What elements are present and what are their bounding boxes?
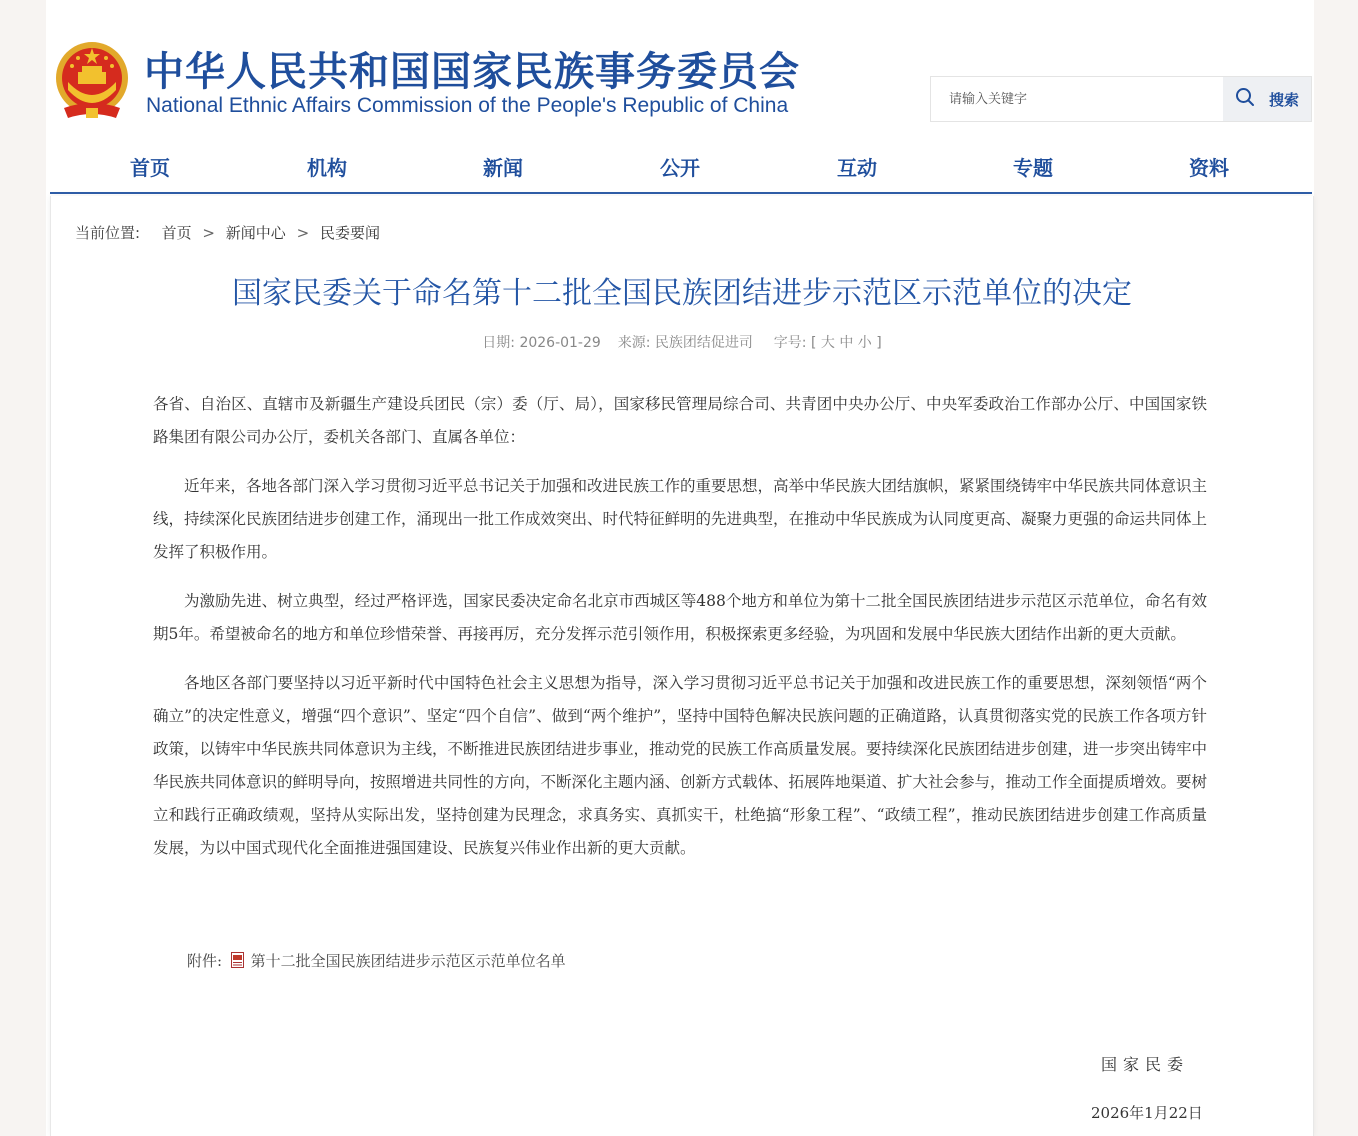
article-paragraph: 近年来，各地各部门深入学习贯彻习近平总书记关于加强和改进民族工作的重要思想，高举中华民族大团结旗帜，紧紧围绕铸牢中华民族共同体意识主线，持续深化民族团结进步创建工作，涌现出一批工作成效突出、时代特征鲜明的先进典型，在推动中华民族成为认同度更高、凝聚力更强的命运共同体上发挥了积极作用。 [153,477,1208,561]
attachment-label: 附件: [187,952,223,970]
breadcrumb-separator: > [296,224,310,242]
nav-item-organization[interactable]: 机构 [307,156,347,180]
main-nav [50,142,1312,194]
breadcrumb-commission-news[interactable]: 民委要闻 [319,224,380,242]
fontsize-large-button[interactable]: 大 [820,335,835,351]
fontsize-bracket: ] [876,335,882,351]
nav-item-news[interactable]: 新闻 [483,156,523,180]
article-source: 民族团结促进司 [654,335,753,351]
article-panel [50,196,1314,1136]
pdf-icon [231,952,244,968]
fontsize-small-button[interactable]: 小 [857,335,872,351]
nav-item-topics[interactable]: 专题 [1013,156,1053,180]
signature: 国家民委 [1101,1055,1190,1074]
site-title: 中华人民共和国国家民族事务委员会 [144,49,800,95]
nav-item-interaction[interactable]: 互动 [837,156,877,180]
nav-item-home[interactable]: 首页 [130,156,170,180]
fontsize-medium-button[interactable]: 中 [839,335,854,351]
search-input[interactable] [931,77,1221,121]
breadcrumb [75,222,380,243]
breadcrumb-label: 当前位置: [75,224,141,242]
search-button[interactable] [1223,77,1311,121]
national-emblem-icon [54,38,130,122]
search-icon [1235,87,1255,111]
site-subtitle: National Ethnic Affairs Commission of the People's Republic of China [146,94,789,117]
attachment-link[interactable]: 第十二批全国民族团结进步示范区示范单位名单 [250,952,566,970]
breadcrumb-separator: > [202,224,215,242]
article-paragraph: 为激励先进、树立典型，经过严格评选，国家民委决定命名北京市西城区等488个地方和单位为第十二批全国民族团结进步示范区示范单位，命名有效期5年。希望被命名的地方和单位珍惜荣誉、再接再厉，充分发挥示范引领作用，积极探索更多经验，为巩固和发展中华民族大团结作出新的更大贡献。 [153,592,1207,643]
fontsize-bracket: [ [810,335,817,351]
page [46,0,1314,1136]
attachment [187,950,566,971]
breadcrumb-news-center[interactable]: 新闻中心 [225,224,286,242]
search-box [930,76,1312,122]
article-meta [51,332,1313,352]
article-title: 国家民委关于命名第十二批全国民族团结进步示范区示范单位的决定 [232,276,1132,311]
signature-date: 2026年1月22日 [1091,1104,1203,1122]
article-body [153,388,1207,881]
article-paragraph: 各省、自治区、直辖市及新疆生产建设兵团民（宗）委（厅、局），国家移民管理局综合司、共青团中央办公厅、中央军委政治工作部办公厅、中国国家铁路集团有限公司办公厅，委机关各部门、直属各单位： [153,395,1207,446]
source-label: 来源: [617,335,651,351]
article-paragraph: 各地区各部门要坚持以习近平新时代中国特色社会主义思想为指导，深入学习贯彻习近平总书记关于加强和改进民族工作的重要思想，深刻领悟“两个确立”的决定性意义，增强“四个意识”、坚定“四个自信”、做到“两个维护”，坚持中国特色解决民族问题的正确道路，认真贯彻落实党的民族工作各项方针政策，以铸牢中华民族共同体意识为主线，不断推进民族团结进步事业，推动党的民族工作高质量发展。要持续深化民族团结进步创建，进一步突出铸牢中华民族共同体意识的鲜明导向，按照增进共同性的方向，不断深化主题内涵、创新方式载体、拓展阵地渠道、扩大社会参与，推动工作全面提质增效。要树立和践行正确政绩观，坚持从实际出发，坚持创建为民理念，求真务实、真抓实干，杜绝搞“形象工程”、“政绩工程”，推动民族团结进步创建工作高质量发展，为以中国式现代化全面推进强国建设、民族复兴伟业作出新的更大贡献。 [153,674,1208,857]
fontsize-label: 字号: [773,335,807,351]
date-label: 日期: [482,335,515,351]
breadcrumb-home[interactable]: 首页 [161,224,192,242]
nav-item-public[interactable]: 公开 [660,156,700,180]
nav-item-resources[interactable]: 资料 [1189,156,1229,180]
article-date: 2026-01-29 [519,335,601,351]
search-button-label: 搜索 [1268,90,1299,109]
